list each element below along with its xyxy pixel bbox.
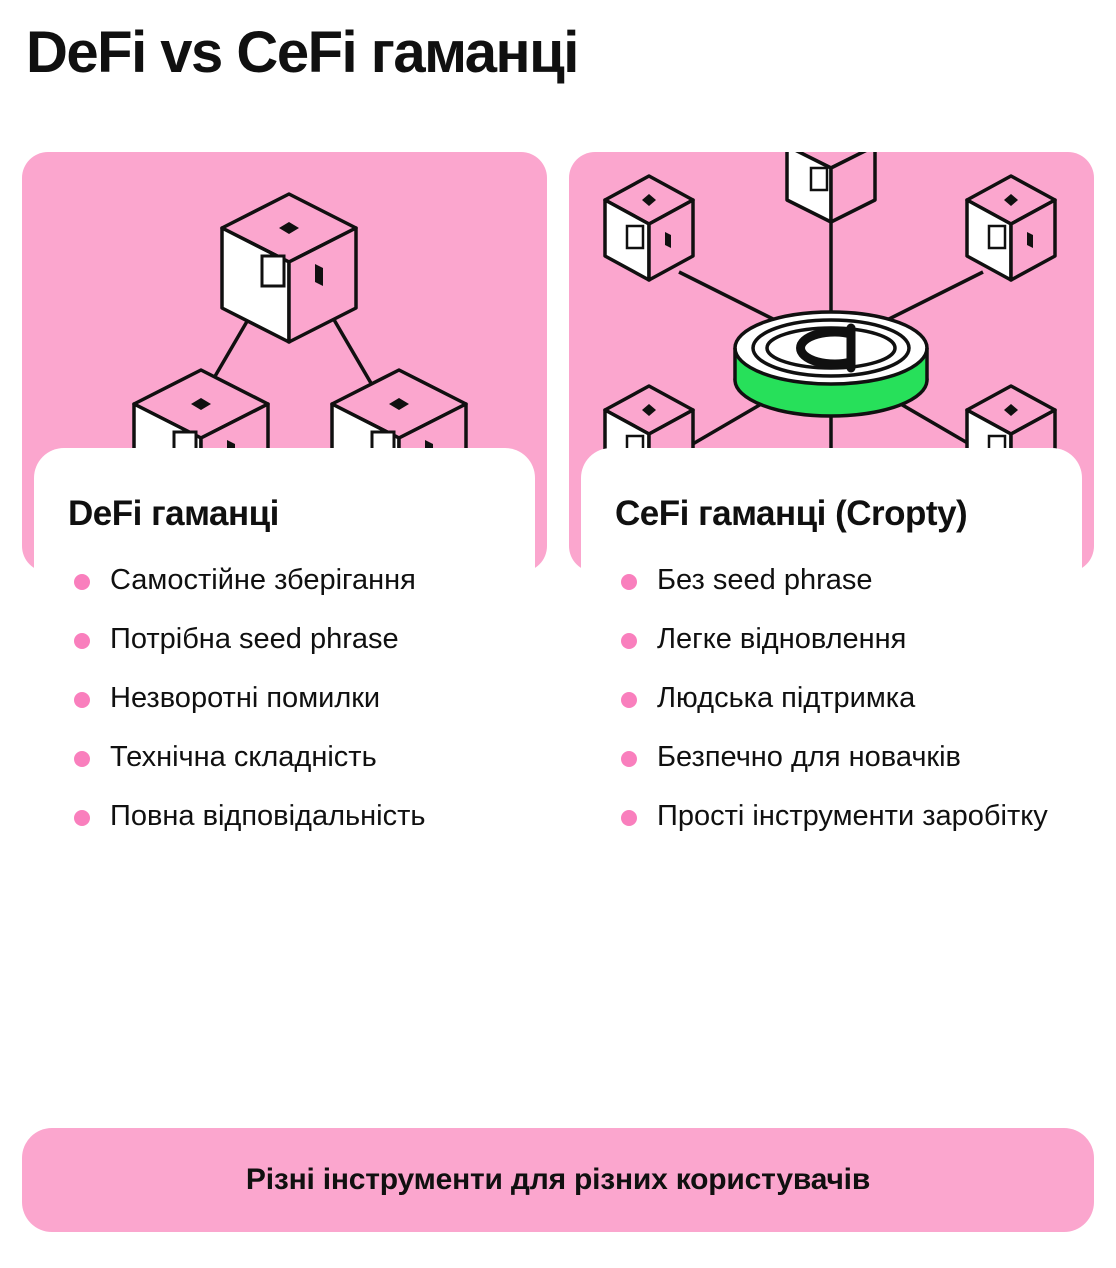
defi-card-title: DeFi гаманці [68,494,279,533]
cefi-bullet-list [615,562,1048,836]
cefi-card-title: CeFi гаманці (Cropty) [615,494,968,533]
defi-bullet-list [68,562,501,836]
list-item: Самостійне зберігання [68,562,501,599]
column-defi [22,152,547,1108]
footer-banner [22,1128,1094,1232]
page-title: DeFi vs CeFi гаманці [26,20,578,85]
list-item: Потрібна seed phrase [68,621,501,658]
list-item: Незворотні помилки [68,680,501,717]
list-item: Людська підтримка [615,680,1048,717]
list-item: Повна відповідальність [68,798,501,835]
column-cefi [569,152,1094,1108]
cefi-card [581,448,1082,1098]
list-item: Безпечно для новачків [615,739,1048,776]
footer-text: Різні інструменти для різних користувачів [245,1163,871,1196]
defi-card [34,448,535,1098]
list-item: Прості інструменти заробітку [615,798,1048,835]
coin-icon [735,312,927,416]
list-item: Легке відновлення [615,621,1048,658]
list-item: Без seed phrase [615,562,1048,599]
list-item: Технічна складність [68,739,501,776]
comparison-columns [22,152,1094,1108]
